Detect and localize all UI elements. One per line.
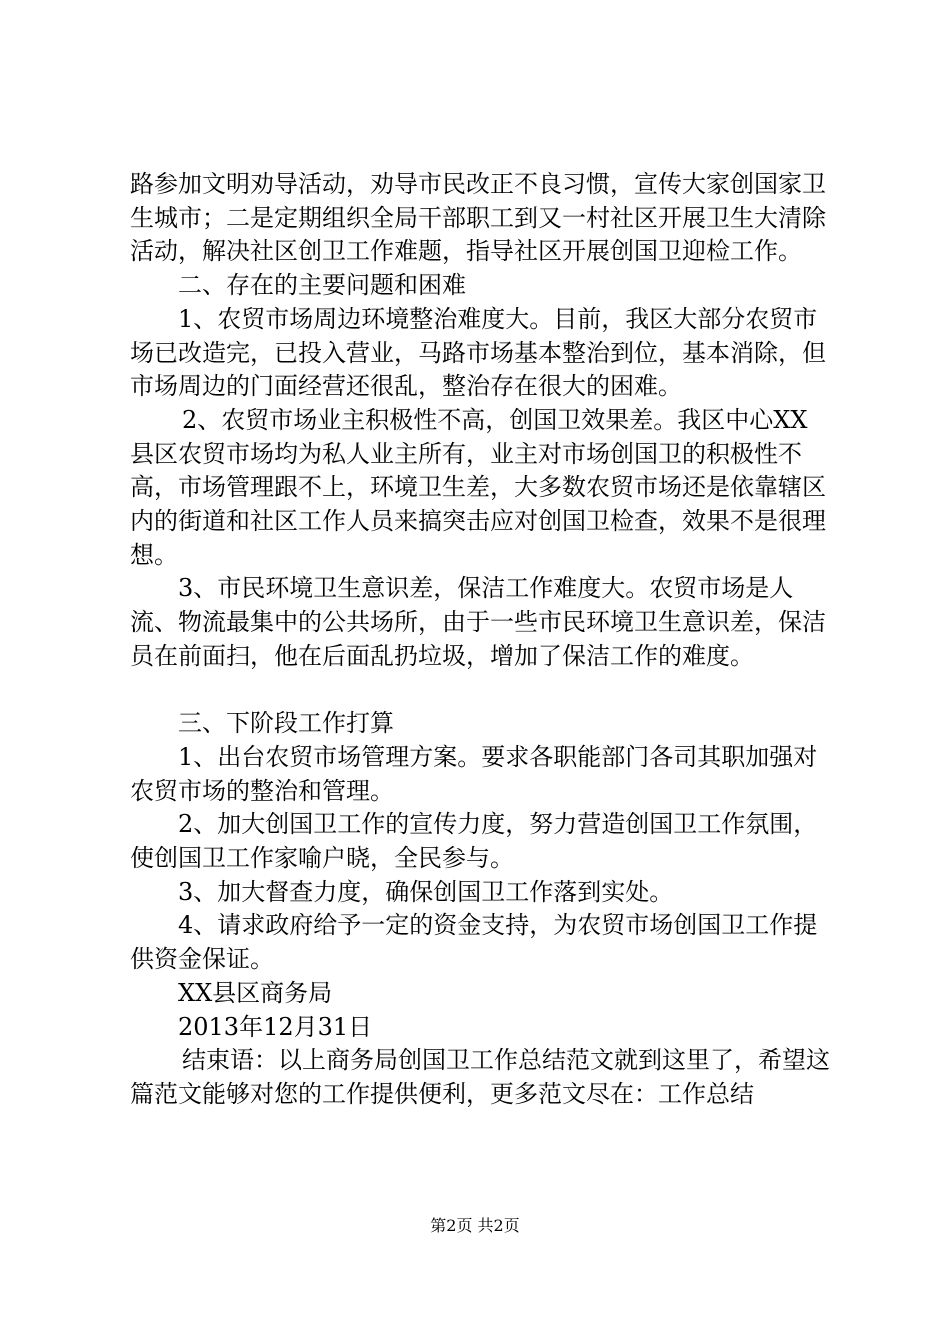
paragraph-problem-3: 3、市民环境卫生意识差，保洁工作难度大。农贸市场是人流、物流最集中的公共场所，由于一些市民环境卫生意识差，保洁员在前面扫，他在后面乱扔垃圾，增加了保洁工作的难度。 xyxy=(130,574,826,670)
document-body xyxy=(130,168,830,1112)
paragraph-problem-1: 1、农贸市场周边环境整治难度大。目前，我区大部分农贸市场已改造完，已投入营业，马路市场基本整治到位，基本消除，但市场周边的门面经营还很乱，整治存在很大的困难。 xyxy=(130,304,826,401)
section-heading-plans: 三、下阶段工作打算 xyxy=(178,709,394,738)
paragraph-plan-4: 4、请求政府给予一定的资金支持，为农贸市场创国卫工作提供资金保证。 xyxy=(130,911,818,974)
page-footer: 第2页 共2页 xyxy=(430,1216,520,1235)
paragraph-continuation: 路参加文明劝导活动，劝导市民改正不良习惯，宣传大家创国家卫生城市；二是定期组织全局干部职工到又一村社区开展卫生大清除活动，解决社区创卫工作难题，指导社区开展创国卫迎检工作。 xyxy=(130,170,826,266)
section-heading-problems: 二、存在的主要问题和困难 xyxy=(178,271,466,300)
closing-remark: 结束语：以上商务局创国卫工作总结范文就到这里了，希望这篇范文能够对您的工作提供便利，更多范文尽在：工作总结 xyxy=(130,1046,830,1108)
signature-date: 2013年12月31日 xyxy=(178,1012,373,1041)
paragraph-problem-2: 2、农贸市场业主积极性不高，创国卫效果差。我区中心XX县区农贸市场均为私人业主所有，业主对市场创国卫的积极性不高，市场管理跟不上，环境卫生差，大多数农贸市场还是依靠辖区内的街道和社区工作人员来搞突击应对创国卫检查，效果不是很理想。 xyxy=(130,405,826,569)
paragraph-plan-1: 1、出台农贸市场管理方案。要求各职能部门各司其职加强对农贸市场的整治和管理。 xyxy=(130,742,818,805)
signature-organization: XX县区商务局 xyxy=(178,978,333,1007)
paragraph-plan-2: 2、加大创国卫工作的宣传力度，努力营造创国卫工作氛围，使创国卫工作家喻户晓，全民参与。 xyxy=(130,810,818,873)
paragraph-plan-3: 3、加大督查力度，确保创国卫工作落到实处。 xyxy=(178,877,674,906)
